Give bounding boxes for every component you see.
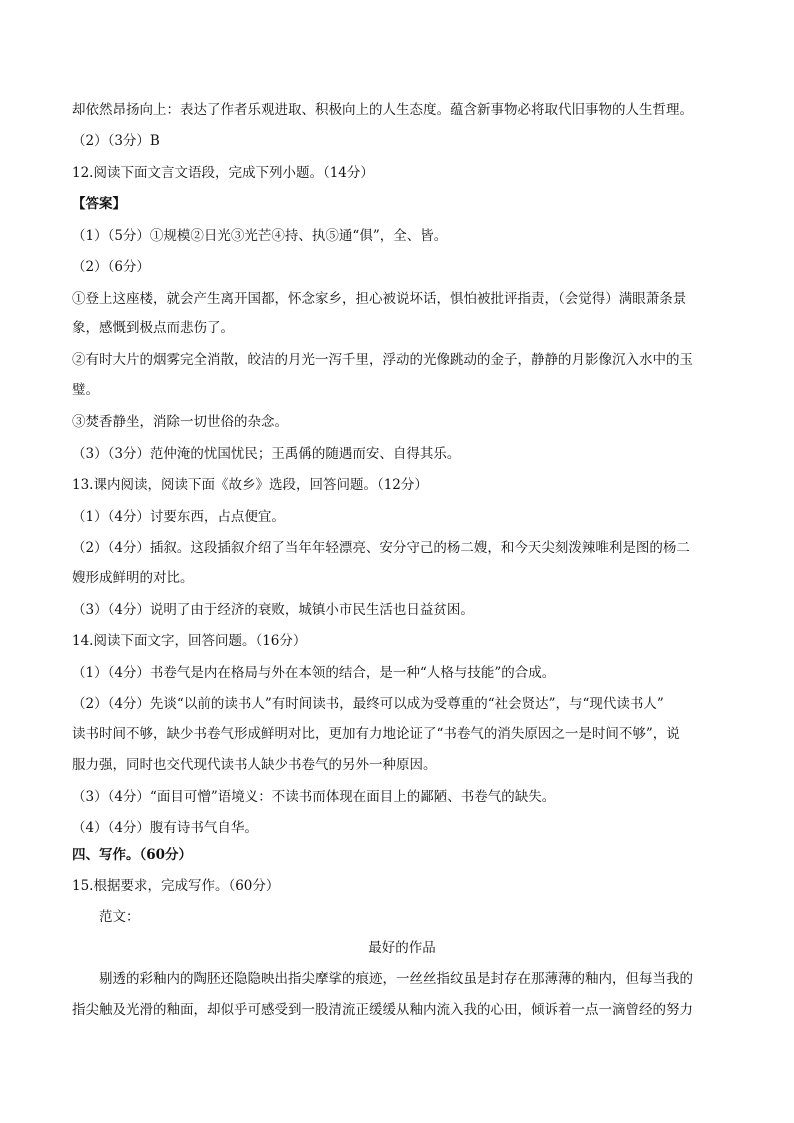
text-line-23: （3）（4分）“面目可憎”语境义：不读书而体现在面目上的鄙陋、书卷气的缺失。 [72,789,556,805]
text-line-2: （2）（3分）B [72,133,160,149]
text-line-8: 象，感慨到极点而悲伤了。 [72,320,234,336]
sample-essay-label: 范文： [72,909,140,925]
text-line-15: （2）（4分）插叙。这段插叙介绍了当年年轻漂亮、安分守己的杨二嫂，和今天尖刻泼辣唯利是图的杨二 [72,540,690,556]
text-line-6: （2）（6分） [72,259,150,275]
essay-title: 最好的作品 [368,940,436,956]
question-14-heading: 14.阅读下面文字，回答问题。（16分） [72,633,307,649]
text-line-20: （2）（4分）先谈“以前的读书人”有时间读书，最终可以成为受尊重的“社会贤达”，与“现代读书人” [72,696,664,712]
question-13-heading: 13.课内阅读，阅读下面《故乡》选段，回答问题。（12分） [72,477,428,493]
text-line-24: （4）（4分）腹有诗书气自华。 [72,820,258,836]
essay-line-2: 指尖触及光滑的釉面，却似乎可感受到一股清流正缓缓从釉内流入我的心田，倾诉着一点一滴曾经的努力 [72,1002,693,1018]
question-12-heading: 12.阅读下面文言文语段，完成下列小题。（14分） [72,165,374,181]
text-line-1: 却依然昂扬向上：表达了作者乐观进取、积极向上的人生态度。蕴含新事物必将取代旧事物的人生哲理。 [72,102,693,118]
text-line-16: 嫂形成鲜明的对比。 [72,570,194,586]
answer-heading: 【答案】 [72,196,126,212]
text-line-14: （1）（4分）讨要东西，占点便宜。 [72,509,285,525]
text-line-12: （3）（3分）范仲淹的忧国忧民；王禹偁的随遇而安、自得其乐。 [72,446,461,462]
question-15-heading: 15.根据要求，完成写作。（60分） [72,878,280,894]
text-line-10: 璧。 [72,382,99,398]
text-line-17: （3）（4分）说明了由于经济的衰败，城镇小市民生活也日益贫困。 [72,602,474,618]
text-line-9: ②有时大片的烟雾完全消散，皎洁的月光一泻千里，浮动的光像跳动的金子，静静的月影像沉入水中的玉 [72,352,693,368]
section-writing-heading: 四、写作。（60分） [72,847,193,863]
text-line-7: ①登上这座楼，就会产生离开国都，怀念家乡，担心被说坏话，惧怕被批评指责，（会觉得）满眼萧条景 [72,291,687,307]
text-line-11: ③焚香静坐，消除一切世俗的杂念。 [72,414,288,430]
text-line-5: （1）（5分）①规模②日光③光芒④持、执⑤通“俱”，全、皆。 [72,228,448,244]
text-line-19: （1）（4分）书卷气是内在格局与外在本领的结合，是一种“人格与技能”的合成。 [72,665,556,681]
text-line-21: 读书时间不够，缺少书卷气形成鲜明对比，更加有力地论证了“书卷气的消失原因之一是时间不够”，说 [72,726,680,742]
essay-line-1: 剔透的彩釉内的陶胚还隐隐映出指尖摩挲的痕迹，一丝丝指纹虽是封存在那薄薄的釉内，但每当我的 [72,971,693,987]
text-line-22: 服力强，同时也交代现代读书人缺少书卷气的另外一种原因。 [72,757,437,773]
